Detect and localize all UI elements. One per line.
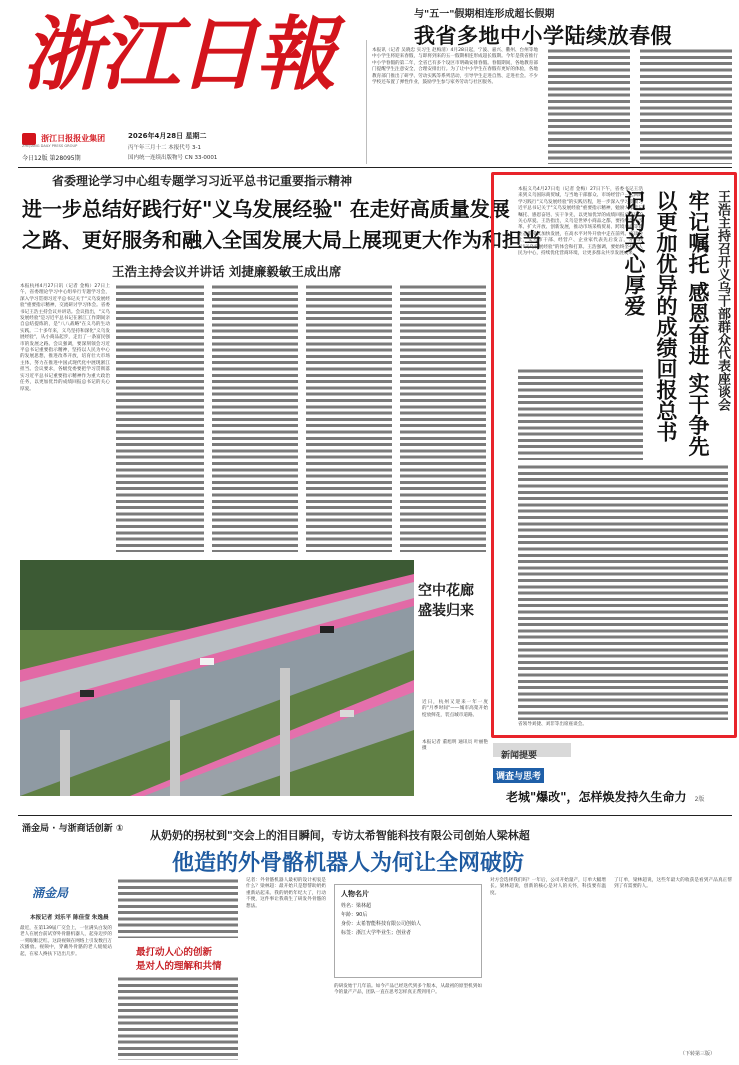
top-news-body-1: 本报讯（记者 吴晓忠 实习生 赵梅清）4月28日起，宁波、嘉兴、衢州、台州等地中小学生将迎来春假，与即将到来的五一假期相连形成超长假期。今年是我省推行中小学春假的第二年，全省已有多个设区市明确安排春假。春假期间，各地教育部门提醒学生注意安全，合理安排出行。为了让中小学生在春假有更好的体验，各地教育部门推出了研学、劳动实践等系列活动，引导学生走进自然、走进社会。不少学校还布置了弹性作业，鼓励学生参与家务劳动与社区服务。 — [372, 48, 538, 86]
bottom-body-col4: 的研发始于几年前。如今产品已经迭代到多个版本，从最初的原型机到如今的量产产品，团队一直在思考怎样真正帮到用户。 — [334, 984, 482, 996]
bottom-column-tag: 涌金局 · 与浙商话创新 ① — [22, 824, 124, 834]
photo-credit: 本报记者 董旭明 通讯员 叶丽艳 摄 — [422, 740, 488, 752]
news-brief-label: 新闻提要 — [501, 751, 538, 761]
top-news-headline: 我省多地中小学陆续放春假 — [414, 23, 672, 48]
bottom-body-col5: 对方会选择我们吗？一年后，公司开始量产，订单大幅增长。梁林超说，创新的核心是对人的关怀，科技要有温度。 — [490, 878, 606, 896]
bottom-kicker: 从奶奶的拐杖到"交会上的泪目瞬间，专访太希智能科技有限公司创始人梁林超 — [150, 829, 530, 842]
profile-line-tags: 标签：浙江大学毕业生；创业者 — [341, 930, 412, 936]
lead-headline-line2: 之路、更好服务和融入全国发展大局上展现更大作为和担当 — [22, 228, 542, 252]
press-group-english: ZHEJIANG DAILY PRESS GROUP — [22, 144, 78, 148]
profile-card — [334, 884, 482, 978]
lead-body-col5 — [400, 284, 486, 552]
press-group-name: 浙江日报报业集团 — [41, 134, 106, 143]
bottom-byline: 本报记者 刘乐平 陈佳莹 朱逸晨 — [30, 915, 109, 921]
top-news-kicker: 与"五一"假期相连形成超长假期 — [414, 9, 555, 20]
brief-page-ref: 2版 — [694, 796, 705, 803]
flower-viaduct-photo — [20, 560, 414, 796]
profile-line-name: 姓名：梁林超 — [341, 903, 372, 909]
feature-side-title: 王浩主持召开义乌干部群众代表座谈会 — [715, 190, 730, 411]
feature-body-lower — [518, 464, 728, 720]
bottom-body-col6: 了订单，梁林超说，这些年最大的收获是看到产品真正帮到了有需要的人。 — [614, 878, 732, 890]
masthead-rule — [18, 167, 732, 168]
lead-kicker: 省委理论学习中心组专题学习习近平总书记重要指示精神 — [52, 174, 353, 188]
profile-line-role: 身份：太希智能科技有限公司创始人 — [341, 921, 422, 927]
bottom-body-col2 — [118, 878, 238, 938]
masthead-lunar: 丙午年三月十二 本报代号 3-1 — [128, 145, 201, 151]
bottom-subhead-2: 是对人的理解和共情 — [136, 961, 222, 972]
brief-headline: 老城"爆改"，怎样焕发持久生命力 — [506, 790, 687, 804]
masthead-title: 浙江日報 — [22, 7, 334, 101]
feature-body-mid — [518, 368, 643, 460]
profile-title: 人物名片 — [341, 890, 369, 898]
lead-body-col1: 本报杭州4月27日讯（记者 金梅）27日上午，省委理论学习中心组举行专题学习会，深入学习贯彻习近平总书记关于"义乌发展经验"重要指示精神，交流研讨学习体会。省委书记王浩主持会议并讲话。会议指出，"义乌发展经验"是习近平总书记在浙江工作期间亲自总结提炼的，是"八八战略"在义乌的生动实践。二十多年来，义乌坚持和深化"义乌发展经验"，从小商品起步，走出了一条富民强市的发展之路。会议强调，要深刻领会习近平总书记重要指示精神，坚持以人民为中心的发展思想，推进改革开放，培育壮大市场主体，努力在推进中国式现代化中展现浙江担当。会议要求，各级党委要把学习贯彻落实习近平总书记重要指示精神作为重大政治任务，以更加优异的成绩回报总书记的关心厚爱。 — [20, 284, 110, 392]
lead-headline-line1: 进一步总结好践行好"义乌发展经验" 在走好高质量发展 — [22, 197, 510, 221]
bottom-subhead-1: 最打动人心的创新 — [136, 947, 213, 958]
bottom-headline: 他造的外骨骼机器人为何让全网破防 — [172, 851, 525, 876]
bottom-interview: 记者：外骨骼机器人最初的设计初衷是什么？梁林超：最开始只是想帮助奶奶重新站起来。我的奶奶年纪大了，行动不便，这件事让我萌生了研发外骨骼的想法。 — [246, 878, 326, 909]
lead-body-col2 — [116, 284, 204, 552]
photo-title-line1: 空中花廊 — [418, 583, 474, 599]
feature-tail: 省领导刘捷、刘非等出席座谈会。 — [518, 722, 587, 727]
lead-body-col4 — [306, 284, 392, 552]
bottom-continued: （下转第三版） — [680, 1051, 716, 1057]
yongjin-logo: 涌金局 — [32, 886, 69, 900]
masthead-issue: 今日12版 第28095期 — [22, 155, 81, 162]
masthead-logo — [22, 128, 132, 144]
bottom-body-col2b — [118, 976, 238, 1060]
lead-subheadline: 王浩主持会议并讲话 刘捷廉毅敏王成出席 — [112, 264, 342, 279]
press-group-icon — [22, 133, 36, 145]
feature-body-top: 本报义乌4月27日电（记者 金梅）27日下午，省委书记王浩来到义乌国际商贸城，与当地干部群众、市场经营户一起回顾学习践行"义乌发展经验"的实践历程，进一步深入学习贯彻习近平总书记关于"义乌发展经验"重要指示精神，勉励大家牢记嘱托、感恩奋进、实干争先，以更加优异的成绩回报总书记的关心厚爱。王浩指出，义乌是世界小商品之都，要持续深化改革、扩大开放、创新发展，推动市场采购贸易、跨境电商等新业态新模式加快发展，在高水平对外开放中走在前列。座谈会上，义乌市干部、经营户、企业家代表先后发言，分享践行"义乌发展经验"的体会和打算。王浩强调，要始终坚持以人民为中心，持续优化营商环境，让更多群众共享发展成果。 — [518, 187, 643, 257]
photo-illustration — [20, 560, 414, 796]
photo-caption: 近日，杭州又迎来一年一度的"月季时间"——城市高架开始绽放鲜花，装点城市道路。 — [422, 700, 488, 718]
masthead-date: 2026年4月28日 星期二 — [128, 132, 207, 140]
photo-title-line2: 盛装归来 — [418, 603, 474, 619]
masthead-cn: 国内统一连续出版物号 CN 33-0001 — [128, 155, 218, 161]
top-news-body-2 — [548, 48, 630, 164]
lead-body-col3 — [212, 284, 298, 552]
feature-vertical-headline: 牢记嘱托 感恩奋进 实干争先 以更加优异的成绩回报总书记的关心厚爱 — [622, 190, 710, 457]
bottom-body-col1: 最近，在第139届广交会上，一位满头白发的老人在展台前试穿外骨骼机器人，起身迈步的一刻眼眶泛红。这段视频在网络上引发数百万次播放。视频中，穿戴外骨骼的老人缓缓站起，在家人搀扶下迈出几步。 — [20, 926, 112, 957]
top-news-body-3 — [640, 48, 732, 164]
column-divider — [366, 40, 367, 164]
brief-headline-link[interactable] — [506, 786, 738, 802]
profile-line-age: 年龄：90后 — [341, 912, 368, 918]
section-rule — [18, 815, 732, 816]
news-brief-tag — [493, 743, 571, 761]
brief-sub-tag: 调查与思考 — [493, 768, 544, 783]
